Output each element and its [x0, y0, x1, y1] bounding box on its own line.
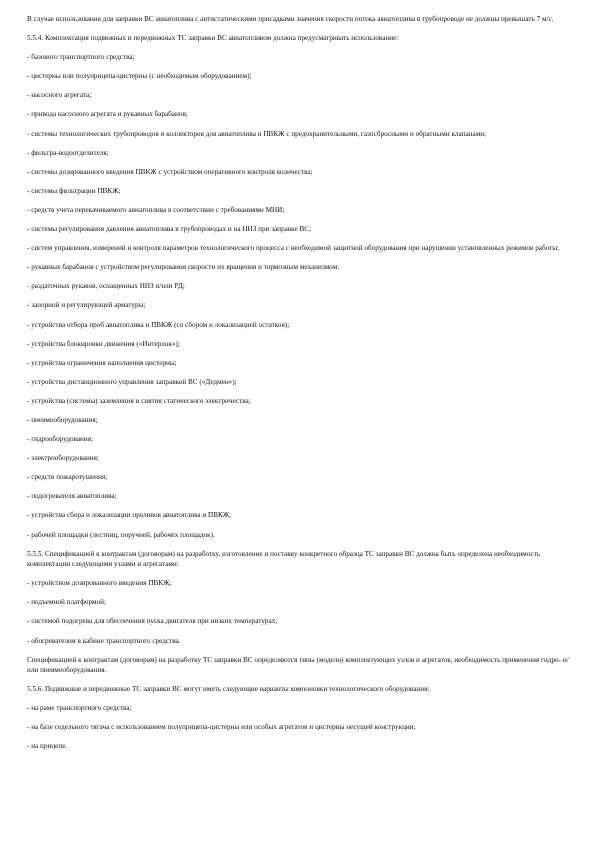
section-5-5-5-heading: 5.5.5. Спецификацией к контрактам (договорам) на разработку, изготовление и поставку конкретного образца ТС заправки ВС должна быть определена необходимость комплектации следующими узлами и агрегатами: [27, 549, 541, 569]
list-item: - обогревателем в кабине транспортного средства. [27, 636, 181, 645]
list-item: - системы технологических трубопроводов и коллекторов для авиатоплива и ПВКЖ с предохранительными, газосбросными и обратными клапанами; [27, 129, 487, 138]
list-item: - системы регулирования давления авиатоплива в трубопроводах и на ННЗ при заправке ВС; [27, 225, 312, 234]
list-item: - рабочей площадки (лестниц, поручней, рабочих площадок). [27, 530, 215, 539]
document-page [27, 14, 569, 752]
list-item: - средств пожаротушения; [27, 473, 108, 482]
list-item: - на прицепе. [27, 742, 68, 751]
list-item: - фильтра-водоотделителя; [27, 148, 109, 157]
section-5-5-4-heading: 5.5.4. Комплектация подвижных и передвижных ТС заправки ВС авиатопливом должна предусматривать использование: [27, 34, 399, 43]
list-item: - подъемной платформой; [27, 598, 106, 607]
list-item: - пневмооборудования; [27, 415, 98, 424]
paragraph-specification-note: Спецификацией к контрактам (договорам) на разработку ТС заправки ВС определяются типы (модели) комплектующих узлов и агрегатов, необходимость применения гидро- и/или пневмооборудования. [27, 655, 569, 675]
list-item: - электрооборудования; [27, 454, 99, 463]
section-5-5-6-heading: 5.5.6. Подвижные и передвижные ТС заправки ВС могут иметь следующие варианты компоновки технологического оборудования: [27, 685, 430, 694]
list-item: - цистерны или полуприцепа-цистерны (с необходимым оборудованием); [27, 72, 252, 81]
list-item: - системы фильтрации ПВКЖ; [27, 186, 121, 195]
list-item: - подогревателя авиатоплива; [27, 492, 117, 501]
list-item: - устройства блокировки движения («Интерлок»); [27, 339, 180, 348]
list-item: - систем управления, измерений и контроля параметров технологического процесса с необходимой защитной оборудования при нарушении установленных режимов работы; [27, 244, 560, 253]
list-item: - устройства ограничения наполнения цистерны; [27, 358, 177, 367]
list-item: - устройства дистанционного управления заправкой ВС («Дедмен»); [27, 377, 237, 386]
list-item: - устройства отбора проб авиатоплива и ПВКЖ (со сбором и локализацией остатков); [27, 320, 290, 329]
list-item: - системой подогрева для обеспечения пуска двигателя при низких температурах; [27, 617, 278, 626]
list-item: - рукавных барабанов с устройством регулирования скорости их вращения и тормозным механизмом; [27, 263, 340, 272]
list-item: - на базе седельного тягача с использованием полуприцепа-цистерны или особых агрегатов и цистерны несущей конструкции; [27, 723, 416, 732]
list-item: - гидрооборудования; [27, 435, 94, 444]
list-item: - насосного агрегата; [27, 91, 92, 100]
list-item: - устройства (системы) заземления и снятия статического электричества; [27, 396, 251, 405]
list-item: - на раме транспортного средства; [27, 704, 132, 713]
list-item: - запорной и регулирующей арматуры; [27, 301, 146, 310]
list-item: - устройства сбора и локализации проливов авиатоплива и ПВКЖ; [27, 511, 232, 520]
list-item: - базового транспортного средства; [27, 53, 135, 62]
list-item: - устройством дозированного введения ПВКЖ; [27, 579, 172, 588]
list-item: - привода насосного агрегата и рукавных барабанов; [27, 110, 188, 119]
list-item: - раздаточных рукавов, оснащенных ННЗ и/или РД; [27, 282, 185, 291]
list-item: - средств учета перекачиваемого авиатоплива в соответствии с требованиями МНИ; [27, 205, 285, 214]
list-item: - системы дозированного введения ПВКЖ с устройством оперативного контроля количества; [27, 167, 313, 176]
paragraph-antistatic-speed: В случае использования для заправки ВС авиатоплива с антистатическими присадками значения скорости потока авиатоплива в трубопроводе не должны превышать 7 м/с. [27, 15, 554, 23]
